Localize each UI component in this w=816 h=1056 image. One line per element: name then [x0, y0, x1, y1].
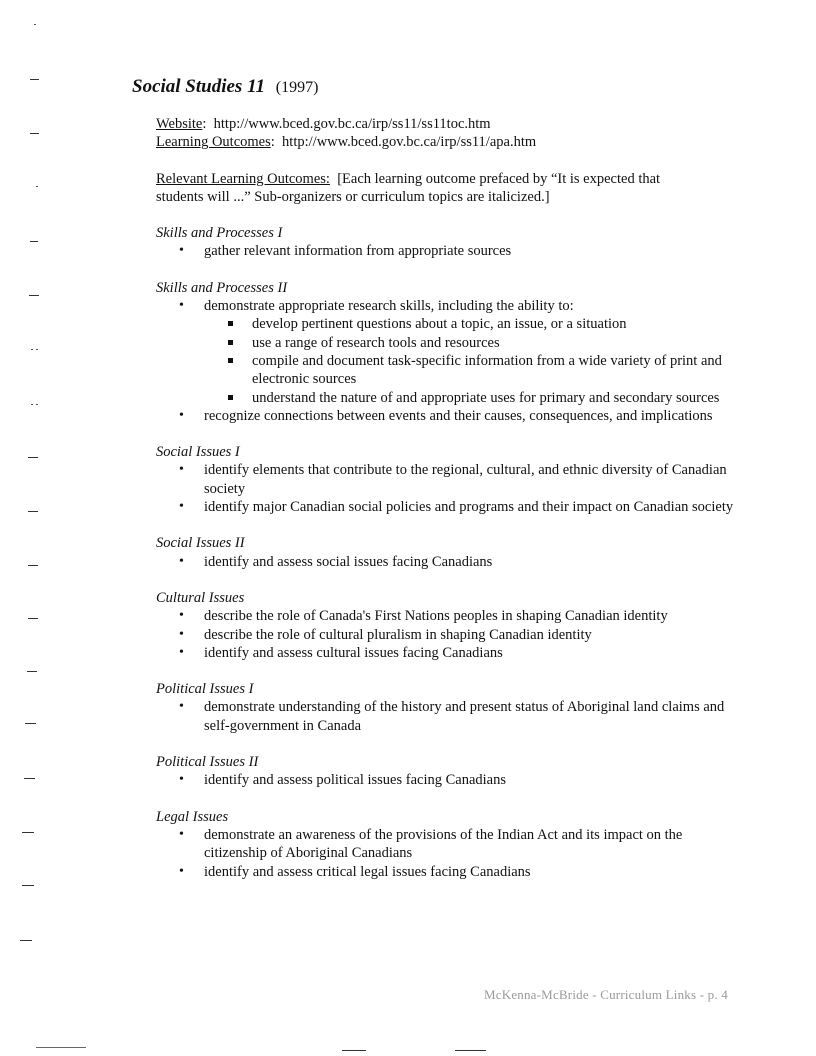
section-title-social-issues-2: Social Issues II	[156, 535, 245, 552]
list-political-issues-2	[156, 771, 736, 789]
section-title-legal-issues: Legal Issues	[156, 808, 229, 825]
course-title: Social Studies 11	[132, 76, 266, 97]
sublist-item: understand the nature of and appropriate uses for primary and secondary sources	[204, 389, 736, 407]
section-title-cultural-issues: Cultural Issues	[156, 589, 245, 606]
outcomes-line: Learning Outcomes: http://www.bced.gov.bc.ca/irp/ss11/apa.htm	[156, 134, 537, 151]
list-political-issues-1	[156, 698, 736, 735]
page-title	[132, 76, 318, 98]
relevant-label: Relevant Learning Outcomes:	[156, 170, 330, 187]
list-cultural-issues	[156, 607, 736, 662]
list-item: • demonstrate understanding of the history and present status of Aboriginal land claims and self-government in Canada	[156, 698, 736, 735]
list-item: • recognize connections between events and their causes, consequences, and implications	[156, 407, 736, 425]
list-item-text: demonstrate appropriate research skills, including the ability to:	[204, 298, 574, 315]
relevant-outcomes-intro	[156, 170, 736, 188]
outcomes-url-link[interactable]: http://www.bced.gov.bc.ca/irp/ss11/apa.htm	[282, 134, 537, 151]
section-title-political-issues-2: Political Issues II	[156, 754, 259, 771]
sublist-item: use a range of research tools and resources	[204, 334, 736, 352]
section-title-social-issues-1: Social Issues I	[156, 444, 240, 461]
list-item: • identify elements that contribute to the regional, cultural, and ethnic diversity of Canadian society	[156, 461, 736, 498]
list-item: • gather relevant information from appropriate sources	[156, 242, 736, 260]
section-title-political-issues-1: Political Issues I	[156, 681, 254, 698]
sublist-item: compile and document task-specific information from a wide variety of print and electronic sources	[204, 352, 736, 389]
document-body	[156, 115, 736, 881]
list-item: • identify major Canadian social policies and programs and their impact on Canadian society	[156, 498, 736, 516]
page-footer: McKenna-McBride - Curriculum Links - p. 4	[484, 987, 728, 1002]
outcomes-label: Learning Outcomes	[156, 134, 271, 151]
website-label: Website	[156, 116, 203, 132]
sublist-item: develop pertinent questions about a topic, an issue, or a situation	[204, 315, 736, 333]
list-legal-issues	[156, 826, 736, 881]
course-year: (1997)	[275, 79, 319, 96]
list-item: • identify and assess critical legal issues facing Canadians	[156, 863, 736, 881]
section-title-skills-processes-1: Skills and Processes I	[156, 225, 283, 242]
relevant-text-2: students will ...” Sub-organizers or curriculum topics are italicized.]	[156, 188, 550, 205]
list-item	[156, 297, 736, 407]
relevant-text-1: [Each learning outcome prefaced by “It is expected that	[337, 170, 661, 187]
list-social-issues-2	[156, 553, 736, 571]
list-item: • identify and assess social issues facing Canadians	[156, 553, 736, 571]
list-item: • describe the role of Canada's First Nations peoples in shaping Canadian identity	[156, 607, 736, 625]
section-title-skills-processes-2: Skills and Processes II	[156, 279, 288, 296]
website-line: Website: http://www.bced.gov.bc.ca/irp/ss11/ss11toc.htm	[156, 116, 491, 132]
list-item: • identify and assess cultural issues facing Canadians	[156, 644, 736, 662]
list-skills-processes-2	[156, 297, 736, 425]
list-item: • describe the role of cultural pluralism in shaping Canadian identity	[156, 626, 736, 644]
list-skills-processes-1	[156, 242, 736, 260]
list-item: • demonstrate an awareness of the provisions of the Indian Act and its impact on the citizenship of Aboriginal Canadians	[156, 826, 736, 863]
sublist-research-skills	[204, 315, 736, 406]
list-social-issues-1	[156, 461, 736, 516]
website-url-link[interactable]: http://www.bced.gov.bc.ca/irp/ss11/ss11toc.htm	[213, 116, 491, 132]
list-item: • identify and assess political issues facing Canadians	[156, 771, 736, 789]
